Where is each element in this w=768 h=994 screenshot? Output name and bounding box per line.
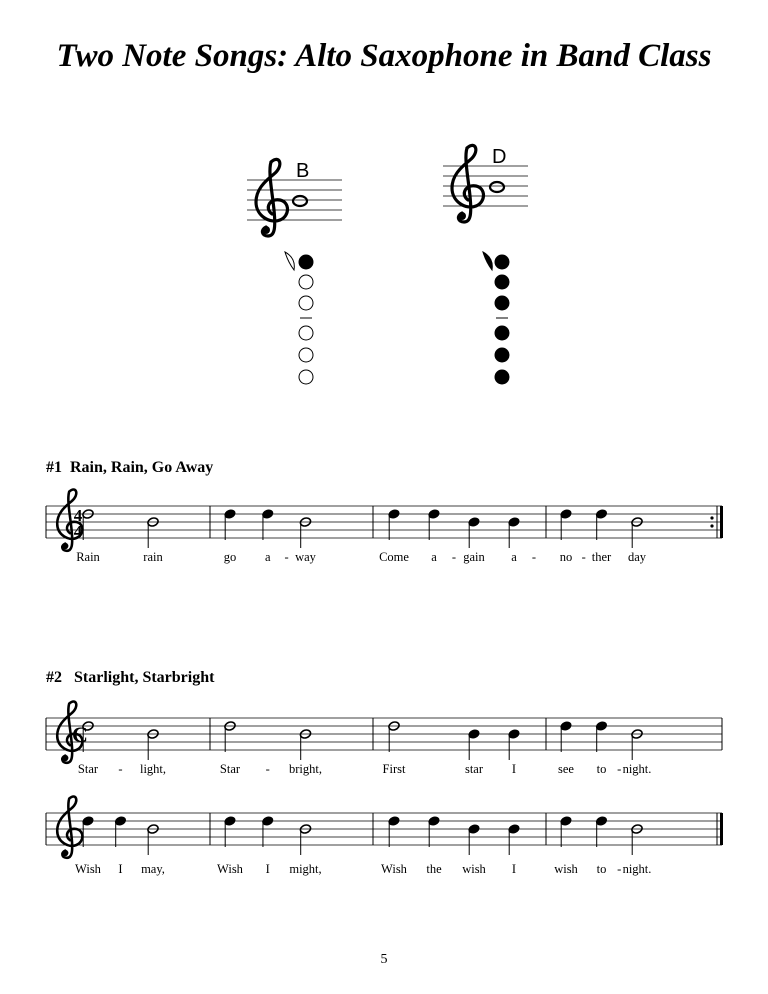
notehead	[299, 517, 311, 528]
lyric-syllable: day	[627, 550, 647, 564]
hole-closed-icon	[495, 255, 509, 269]
end-thick-barline	[720, 813, 723, 845]
lyric-syllable: night.	[622, 862, 652, 876]
octave-key-pressed-icon	[483, 252, 492, 270]
notehead	[224, 816, 236, 827]
note-b-half	[147, 824, 159, 855]
lyric-syllable: wish	[462, 862, 486, 876]
notehead	[560, 816, 572, 827]
note-d-quarter	[224, 509, 236, 540]
lyric-syllable: Wish	[217, 862, 243, 876]
hole-closed-icon	[495, 275, 509, 289]
note-b-quarter	[508, 729, 520, 760]
fingering-chart-d	[443, 145, 528, 384]
notehead	[428, 509, 440, 520]
note-b-half	[631, 824, 643, 855]
music-system-3	[46, 796, 723, 876]
lyric-syllable: Wish	[75, 862, 101, 876]
note-b-half	[631, 729, 643, 760]
notehead	[631, 517, 643, 528]
note-d-quarter	[262, 816, 274, 847]
note-d-quarter	[262, 509, 274, 540]
notehead	[82, 721, 94, 732]
lyric-syllable: a	[431, 550, 437, 564]
note-b-half	[147, 517, 159, 548]
note-d-half	[82, 509, 94, 540]
lyric-syllable: Star	[219, 762, 241, 776]
lyric-hyphen: -	[265, 762, 270, 776]
lyric-syllable: First	[382, 762, 406, 776]
note-name-label: B	[296, 160, 310, 182]
lyric-syllable: star	[464, 762, 484, 776]
note-b-quarter	[468, 824, 480, 855]
notehead	[82, 816, 94, 827]
notehead	[224, 509, 236, 520]
lyric-hyphen: -	[617, 862, 622, 876]
notehead	[428, 816, 440, 827]
music-staff	[46, 813, 722, 845]
notehead	[388, 816, 400, 827]
octave-key-open-icon	[285, 252, 294, 270]
note-b-quarter	[468, 729, 480, 760]
lyric-syllable: light,	[139, 762, 167, 776]
notehead	[508, 824, 520, 835]
notehead	[388, 509, 400, 520]
lyric-syllable: to	[596, 762, 607, 776]
notehead	[631, 824, 643, 835]
notehead	[82, 509, 94, 520]
time-signature-bottom: 4	[73, 522, 83, 541]
hole-closed-icon	[495, 326, 509, 340]
music-system-2	[46, 701, 722, 776]
notehead	[631, 729, 643, 740]
note-d-quarter	[595, 721, 607, 752]
note-d-half	[388, 721, 400, 752]
song-title-1: #1 Rain, Rain, Go Away	[46, 459, 214, 476]
fingering-chart-b	[247, 159, 342, 384]
lyric-syllable: to	[596, 862, 607, 876]
note-d-quarter	[224, 816, 236, 847]
treble-clef-icon	[256, 159, 288, 236]
note-d-quarter	[560, 816, 572, 847]
lyric-syllable: ther	[591, 550, 612, 564]
notehead	[560, 509, 572, 520]
lyric-syllable: bright,	[289, 762, 322, 776]
lyric-syllable: rain	[143, 550, 163, 564]
notehead	[147, 517, 159, 528]
lyric-syllable: gain	[463, 550, 485, 564]
hole-open-icon	[299, 370, 313, 384]
notehead	[262, 816, 274, 827]
note-b-half	[299, 729, 311, 760]
note-d-half	[82, 721, 94, 752]
common-time-symbol: C	[72, 722, 88, 747]
lyric-syllable: a	[264, 550, 271, 564]
notehead	[508, 517, 520, 528]
lyric-hyphen: -	[581, 550, 586, 564]
lyric-syllable: I	[265, 862, 270, 876]
lyric-hyphen: -	[617, 762, 622, 776]
lyric-syllable: might,	[289, 862, 322, 876]
note-d-quarter	[560, 509, 572, 540]
hole-closed-icon	[299, 255, 313, 269]
lyric-syllable: see	[558, 762, 574, 776]
note-d-quarter	[428, 816, 440, 847]
note-b-quarter	[468, 517, 480, 548]
hole-closed-icon	[495, 348, 509, 362]
music-staff	[46, 718, 722, 750]
hole-closed-icon	[495, 296, 509, 310]
notehead	[147, 824, 159, 835]
treble-clef-icon	[57, 701, 82, 762]
whole-note-b	[293, 196, 307, 206]
notehead	[468, 729, 480, 740]
lyric-hyphen: -	[531, 550, 537, 564]
treble-clef-icon	[452, 145, 484, 222]
note-d-quarter	[82, 816, 94, 847]
lyric-syllable: Come	[379, 550, 409, 564]
lyric-syllable: may,	[141, 862, 165, 876]
lyric-syllable: I	[511, 862, 517, 876]
lyric-syllable: the	[426, 862, 442, 876]
notehead	[595, 816, 607, 827]
note-b-half	[299, 517, 311, 548]
note-d-quarter	[595, 509, 607, 540]
lyric-syllable: I	[511, 762, 517, 776]
lyric-syllable: Star	[77, 762, 99, 776]
hole-open-icon	[299, 296, 313, 310]
notehead	[595, 509, 607, 520]
lyric-syllable: night.	[622, 762, 652, 776]
lyric-syllable: Wish	[381, 862, 407, 876]
lyric-hyphen: -	[451, 550, 457, 564]
whole-note-d	[490, 182, 504, 192]
note-d-quarter	[428, 509, 440, 540]
note-b-half	[299, 824, 311, 855]
notehead	[299, 729, 311, 740]
repeat-dot	[710, 516, 713, 519]
time-signature-top: 4	[73, 506, 83, 525]
notehead	[508, 729, 520, 740]
note-b-quarter	[508, 824, 520, 855]
notehead	[595, 721, 607, 732]
note-d-half	[224, 721, 236, 752]
lyric-hyphen: -	[284, 550, 289, 564]
music-system-1	[46, 489, 723, 564]
note-b-half	[147, 729, 159, 760]
lyric-syllable: Rain	[76, 550, 100, 564]
note-d-quarter	[388, 509, 400, 540]
note-d-quarter	[595, 816, 607, 847]
repeat-dot	[710, 524, 713, 527]
lyric-syllable: a	[511, 550, 517, 564]
page-number: 5	[380, 952, 388, 967]
song-title-2: #2 Starlight, Starbright	[46, 669, 215, 686]
notehead	[224, 721, 236, 732]
hole-open-icon	[299, 348, 313, 362]
notehead	[388, 721, 400, 732]
fingering-charts	[0, 0, 768, 440]
notehead	[299, 824, 311, 835]
notehead	[262, 509, 274, 520]
note-d-quarter	[560, 721, 572, 752]
notehead	[147, 729, 159, 740]
notehead	[468, 824, 480, 835]
lyric-hyphen: -	[118, 762, 123, 776]
treble-clef-icon	[57, 489, 82, 550]
notehead	[114, 816, 126, 827]
hole-open-icon	[299, 275, 313, 289]
lyric-syllable: I	[118, 862, 123, 876]
notehead	[468, 517, 480, 528]
end-thick-barline	[720, 506, 723, 538]
note-d-quarter	[388, 816, 400, 847]
notehead	[560, 721, 572, 732]
page-title: Two Note Songs: Alto Saxophone in Band Class	[56, 38, 712, 74]
lyric-syllable: wish	[554, 862, 578, 876]
note-b-quarter	[508, 517, 520, 548]
music-staff	[46, 506, 722, 538]
lyric-syllable: no	[559, 550, 573, 564]
treble-clef-icon	[57, 796, 82, 857]
lyric-syllable: go	[223, 550, 237, 564]
note-b-half	[631, 517, 643, 548]
note-d-quarter	[114, 816, 126, 847]
lyric-syllable: way	[295, 550, 316, 564]
hole-open-icon	[299, 326, 313, 340]
hole-closed-icon	[495, 370, 509, 384]
note-name-label: D	[492, 146, 507, 168]
